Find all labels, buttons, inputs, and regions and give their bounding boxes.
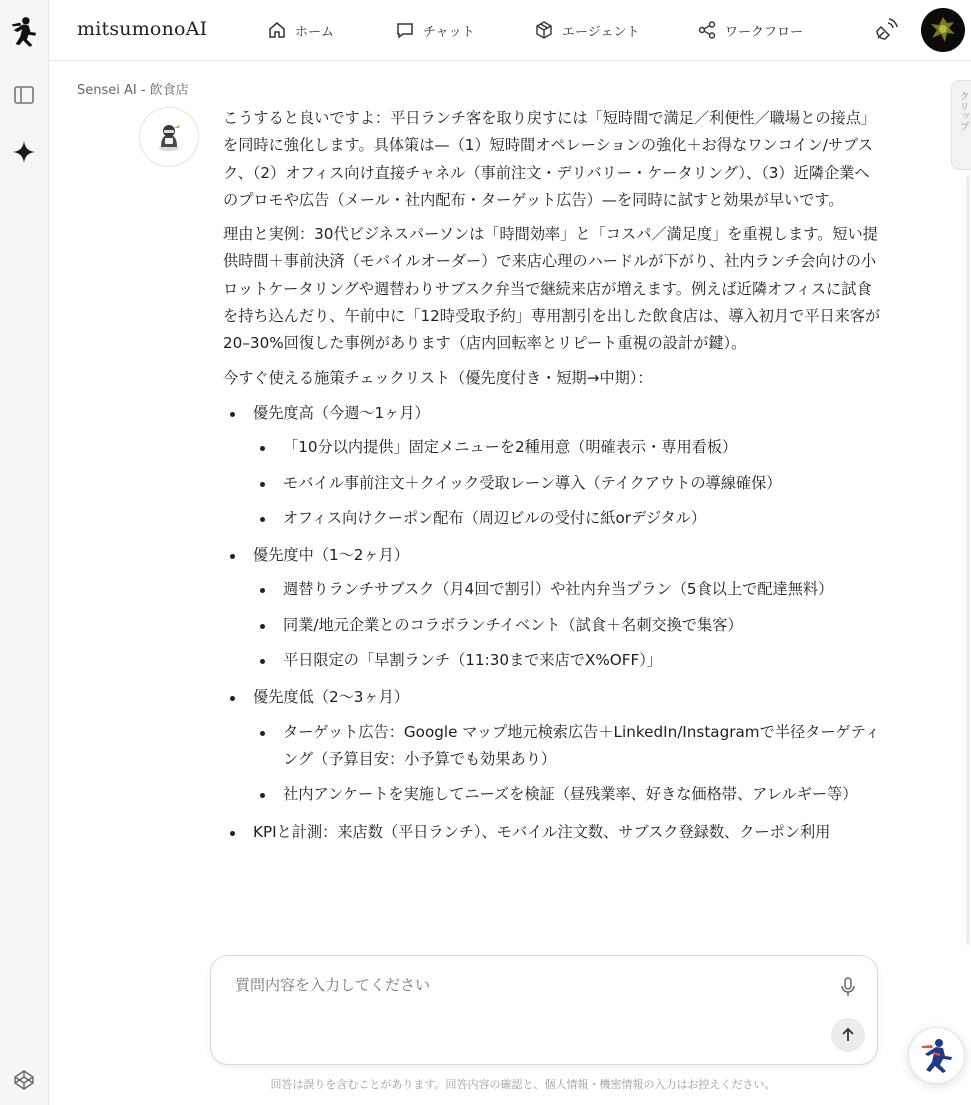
chat-icon [395,20,415,40]
message-composer [210,955,878,1065]
assistant-avatar [139,107,199,167]
nav-chat[interactable] [395,18,475,42]
priority-heading: 優先度高（今週〜1ヶ月） [253,403,430,422]
top-bar [49,0,971,61]
clip-tab[interactable] [951,80,971,170]
disclaimer-text: 回答は誤りを含むことがあります。回答内容の確認と、個人情報・機密情報の入力はお控えください。 [270,1078,776,1091]
list-item: 社内アンケートを実施してニーズを検証（昼残業率、好きな価格帯、アレルギー等） [253,781,883,808]
satellite-icon[interactable] [873,17,899,43]
list-item [223,400,883,532]
priority-heading: 優先度中（1〜2ヶ月） [253,546,410,565]
question-input[interactable] [235,976,795,994]
list-item: KPIと計測：来店数（平日ランチ）、モバイル注文数、サブスク登録数、クーポン利用 [223,819,883,846]
send-button[interactable] [831,1018,865,1052]
left-rail [0,0,49,1105]
nav-chat-label: チャット [423,24,475,40]
list-item: 同業/地元企業とのコラボランチイベント（試食＋名刺交換で集客） [253,612,883,639]
priority-heading: 優先度低（2〜3ヶ月） [253,688,410,707]
nav-home-label: ホーム [295,24,335,40]
message-paragraph: 理由と実例：30代ビジネスパーソンは「時間効率」と「コスパ／満足度」を重視します。短い提供時間＋事前決済（モバイルオーダー）で来店心理のハードルが下がり、社内ランチ会向けの小ロットケータリングや週替わりサブスク弁当で継続来店が増えます。例えば近隣オフィスに試食を持ち込んだり、午前中に「12時受取予約」専用割引を出した飲食店は、導入初月で平日来客が20–30%回復した事例があります（店内回転率とリピート重視の設計が鍵）。 [223,225,881,353]
clip-tab-label: クリップ [957,91,968,131]
nav-workflow-label: ワークフロー [725,24,804,40]
list-item: モバイル事前注文＋クイック受取レーン導入（テイクアウトの導線確保） [253,470,883,497]
mic-icon[interactable] [835,974,861,1000]
breadcrumb[interactable]: Sensei AI - 飲食店 [77,83,189,98]
list-item: 週替りランチサブスク（月4回で割引）や社内弁当プラン（5食以上で配達無料） [253,576,883,603]
list-item: ターゲット広告：Google マップ地元検索広告＋LinkedIn/Instagramで半径ターゲティング（予算目安：小予算でも効果あり） [253,719,883,774]
list-item: オフィス向けクーポン配布（周辺ビルの受付に紙orデジタル） [253,505,883,532]
ninja-runner-icon [918,1037,956,1075]
message-paragraph: こうすると良いですよ：平日ランチ客を取り戻すには「短時間で満足／利便性／職場との接点」を同時に強化します。具体策は—（1）短時間オペレーションの強化＋お得なワンコイン/サブスク、（2）オフィス向け直接チャネル（事前注文・デリバリー・ケータリング）、（3）近隣企業へのプロモや広告（メール・社内配布・ターゲット広告）—を同時に試すと効果が早いです。 [223,109,877,209]
sidebar-toggle-icon[interactable] [10,81,38,109]
message-paragraph: 今すぐ使える施策チェックリスト（優先度付き・短期→中期）： [223,368,653,387]
list-item: 平日限定の「早割ランチ（11:30まで来店でX%OFF）」 [253,647,883,674]
ninja-mascot-icon [152,120,186,154]
share-icon [697,20,717,40]
app-title[interactable]: mitsumonoAI [77,18,208,40]
list-item: 「10分以内提供」固定メニューを2種用意（明確表示・専用看板） [253,434,883,461]
nav-agent[interactable] [534,18,639,42]
ninja-logo-icon[interactable] [10,18,38,46]
cube-icon [534,20,554,40]
sparkle-icon[interactable] [10,138,38,166]
checklist [223,400,883,846]
assistant-message [223,105,883,948]
arrow-up-icon [839,1026,857,1044]
nav-agent-label: エージェント [562,24,640,40]
user-avatar[interactable] [921,8,965,52]
scrollbar[interactable] [966,175,970,945]
home-icon [267,20,287,40]
list-item [223,684,883,808]
list-item [223,542,883,674]
assistant-fab-button[interactable] [908,1027,965,1084]
nav-workflow[interactable] [697,18,803,42]
nav-home[interactable] [267,18,334,42]
